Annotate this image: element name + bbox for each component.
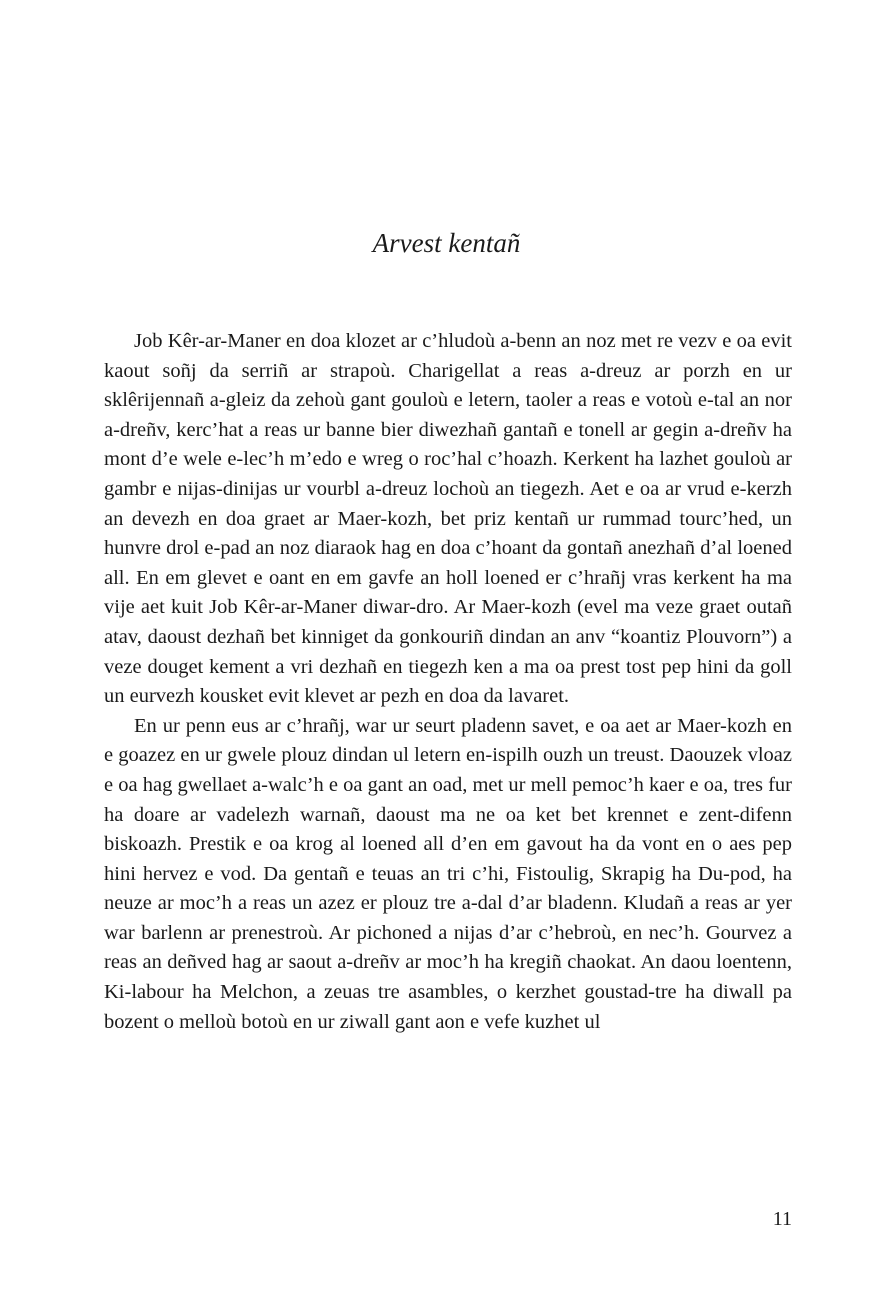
chapter-title: Arvest kentañ [372, 228, 521, 258]
page-number: 11 [772, 1208, 792, 1230]
chapter-body [104, 327, 792, 1037]
paragraph: Job Kêr-ar-Maner en doa klozet ar c’hludoù a-benn an noz met re vezv e oa evit kaout soñj da serriñ ar strapoù. Charigellat a reas a-dreuz ar porzh en ur sklêrijennañ a-gleiz da zehoù gant gouloù e letern, taoler a reas e votoù e-tal an nor a-dreñv, kerc’hat a reas ur banne bier diwezhañ gantañ e tonell ar gegin a-dreñv ha mont d’e wele e-lec’h m’edo e wreg o roc’hal c’hoazh. Kerkent ha lazhet gouloù ar gambr e nijas-dinijas ur vourbl a-dreuz lochoù an tiegezh. Aet e oa ar vrud e-kerzh an devezh en doa graet ar Maer-kozh, bet priz kentañ ur rummad tourc’hed, un hunvre drol e-pad an noz diaraok hag en doa c’hoant da gontañ anezhañ d’al loened all. En em glevet e oant en em gavfe an holl loened er c’hrañj vras kerkent ha ma vije aet kuit Job Kêr-ar-Maner diwar-dro. Ar Maer-kozh (evel ma veze graet outañ atav, daoust dezhañ bet kinniget da gonkouriñ dindan an anv “koantiz Plouvorn”) a veze douget kement a vri dezhañ en tiegezh ken a ma oa prest tost pep hini da goll un eurvezh kousket evit klevet ar pezh en doa da lavaret. [104, 330, 792, 708]
paragraph: En ur penn eus ar c’hrañj, war ur seurt pladenn savet, e oa aet ar Maer-kozh en e goazez en ur gwele plouz dindan ul letern en-ispilh ouzh un treust. Daouzek vloaz e oa hag gwellaet a-walc’h e oa gant an oad, met ur mell pemoc’h kaer e oa, tres fur ha doare ar vadelezh warnañ, daoust ma ne oa ket bet krennet e zent-difenn biskoazh. Prestik e oa krog al loened all d’en em gavout ha da vont en o aes pep hini hervez e vod. Da gentañ e teuas an tri c’hi, Fistoulig, Skrapig ha Du-pod, ha neuze ar moc’h a reas un azez er plouz tre a-dal d’ar bladenn. Kludañ a reas ar yer war barlenn ar prenestroù. Ar pichoned a nijas d’ar c’hebroù, en nec’h. Gourvez a reas an deñved hag ar saout a-dreñv ar moc’h ha kregiñ chaokat. An daou loentenn, Ki-labour ha Melchon, a zeuas tre asambles, o kerzhet goustad-tre ha diwall pa bozent o melloù botoù en ur ziwall gant aon e vefe kuzhet ul [104, 714, 792, 1033]
